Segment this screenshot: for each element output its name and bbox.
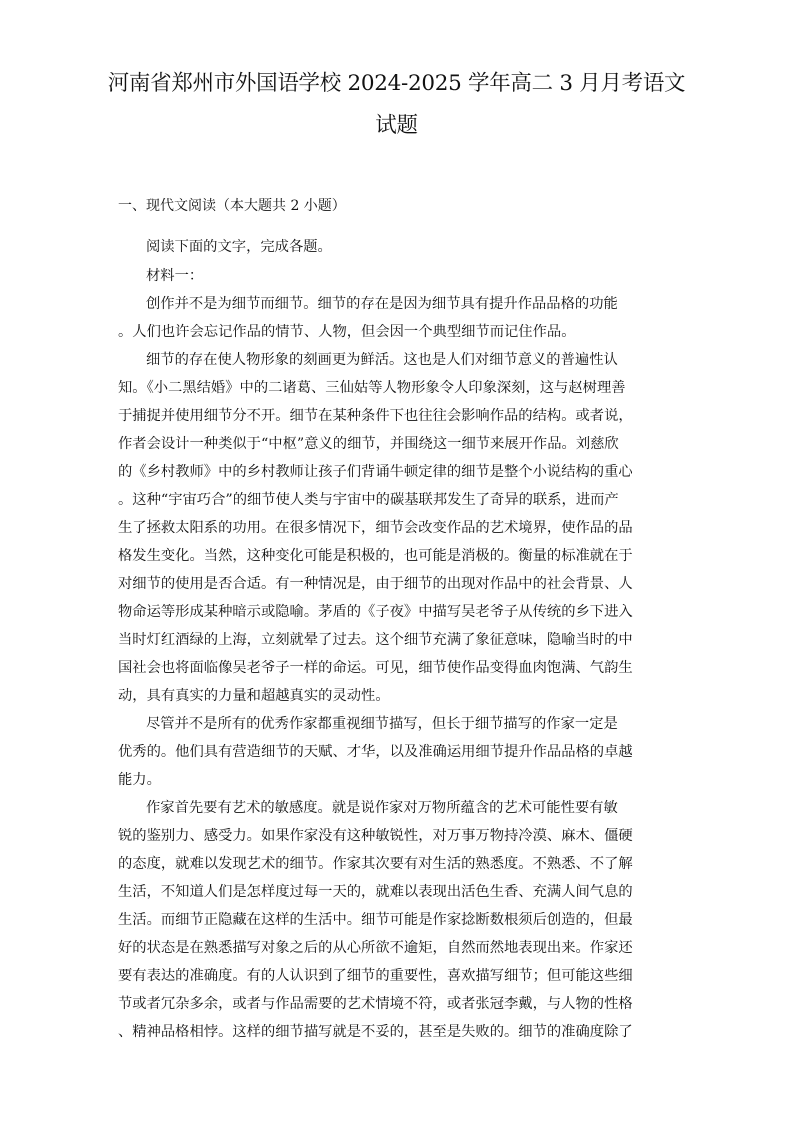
paragraph-line: 生活，不知道人们是怎样度过每一天的，就难以表现出活色生香、充满人间气息的	[118, 884, 633, 900]
paragraph-line: 对细节的使用是否合适。有一种情况是，由于细节的出现对作品中的社会背景、人	[118, 576, 633, 592]
paragraph-line: 的态度，就难以发现艺术的细节。作家其次要有对生活的熟悉度。不熟悉、不了解	[118, 856, 633, 872]
paragraph-line: 要有表达的准确度。有的人认识到了细节的重要性，喜欢描写细节；但可能这些细	[118, 968, 633, 984]
paragraph-line: 的《乡村教师》中的乡村教师让孩子们背诵牛顿定律的细节是整个小说结构的重心	[118, 464, 633, 480]
instruction-text: 阅读下面的文字，完成各题。	[146, 239, 332, 255]
paragraph-line: 。人们也许会忘记作品的情节、人物，但会因一个典型细节而记住作品。	[118, 324, 576, 340]
document-title-line-2: 试题	[375, 113, 418, 138]
paragraph-line: 锐的鉴别力、感受力。如果作家没有这种敏锐性，对万事万物持冷漠、麻木、僵硬	[118, 828, 633, 844]
section-heading: 一、现代文阅读（本大题共 2 小题）	[118, 198, 346, 214]
paragraph-line: 于捕捉并使用细节分不开。细节在某种条件下也往往会影响作品的结构。或者说，	[118, 408, 633, 424]
paragraph-line: 能力。	[118, 772, 161, 788]
paragraph-line: 尽管并不是所有的优秀作家都重视细节描写，但长于细节描写的作家一定是	[146, 716, 618, 732]
paragraph-line: 。这种“宇宙巧合”的细节使人类与宇宙中的碳基联邦发生了奇异的联系，进而产	[118, 492, 619, 508]
paragraph-line: 、精神品格相悖。这样的细节描写就是不妥的，甚至是失败的。细节的准确度除了	[118, 1024, 633, 1040]
paragraph-line: 生活。而细节正隐藏在这样的生活中。细节可能是作家捻断数根须后创造的，但最	[118, 912, 633, 928]
material-label: 材料一：	[146, 268, 204, 284]
paragraph-line: 知。《小二黑结婚》中的二诸葛、三仙姑等人物形象令人印象深刻，这与赵树理善	[118, 380, 626, 396]
document-title-line-1: 河南省郑州市外国语学校 2024-2025 学年高二 3 月月考语文	[107, 71, 686, 96]
paragraph-line: 动，具有真实的力量和超越真实的灵动性。	[118, 688, 390, 704]
paragraph-line: 国社会也将面临像吴老爷子一样的命运。可见，细节使作品变得血肉饱满、气韵生	[118, 660, 633, 676]
paragraph-line: 优秀的。他们具有营造细节的天赋、才华，以及准确运用细节提升作品品格的卓越	[118, 744, 633, 760]
paragraph-line: 物命运等形成某种暗示或隐喻。茅盾的《子夜》中描写吴老爷子从传统的乡下进入	[118, 604, 633, 620]
paragraph-line: 当时灯红酒绿的上海，立刻就晕了过去。这个细节充满了象征意味，隐喻当时的中	[118, 632, 633, 648]
paragraph-line: 作家首先要有艺术的敏感度。就是说作家对万物所蕴含的艺术可能性要有敏	[146, 800, 618, 816]
paragraph-line: 细节的存在使人物形象的刻画更为鲜活。这也是人们对细节意义的普遍性认	[146, 352, 618, 368]
paragraph-line: 创作并不是为细节而细节。细节的存在是因为细节具有提升作品品格的功能	[146, 296, 618, 312]
paragraph-line: 好的状态是在熟悉描写对象之后的从心所欲不逾矩，自然而然地表现出来。作家还	[118, 940, 633, 956]
paragraph-line: 格发生变化。当然，这种变化可能是积极的，也可能是消极的。衡量的标准就在于	[118, 548, 633, 564]
paragraph-line: 生了拯救太阳系的功用。在很多情况下，细节会改变作品的艺术境界，使作品的品	[118, 520, 633, 536]
paragraph-line: 节或者冗杂多余，或者与作品需要的艺术情境不符，或者张冠李戴，与人物的性格	[118, 996, 633, 1012]
paragraph-line: 作者会设计一种类似于“中枢”意义的细节，并围绕这一细节来展开作品。刘慈欣	[118, 436, 619, 452]
